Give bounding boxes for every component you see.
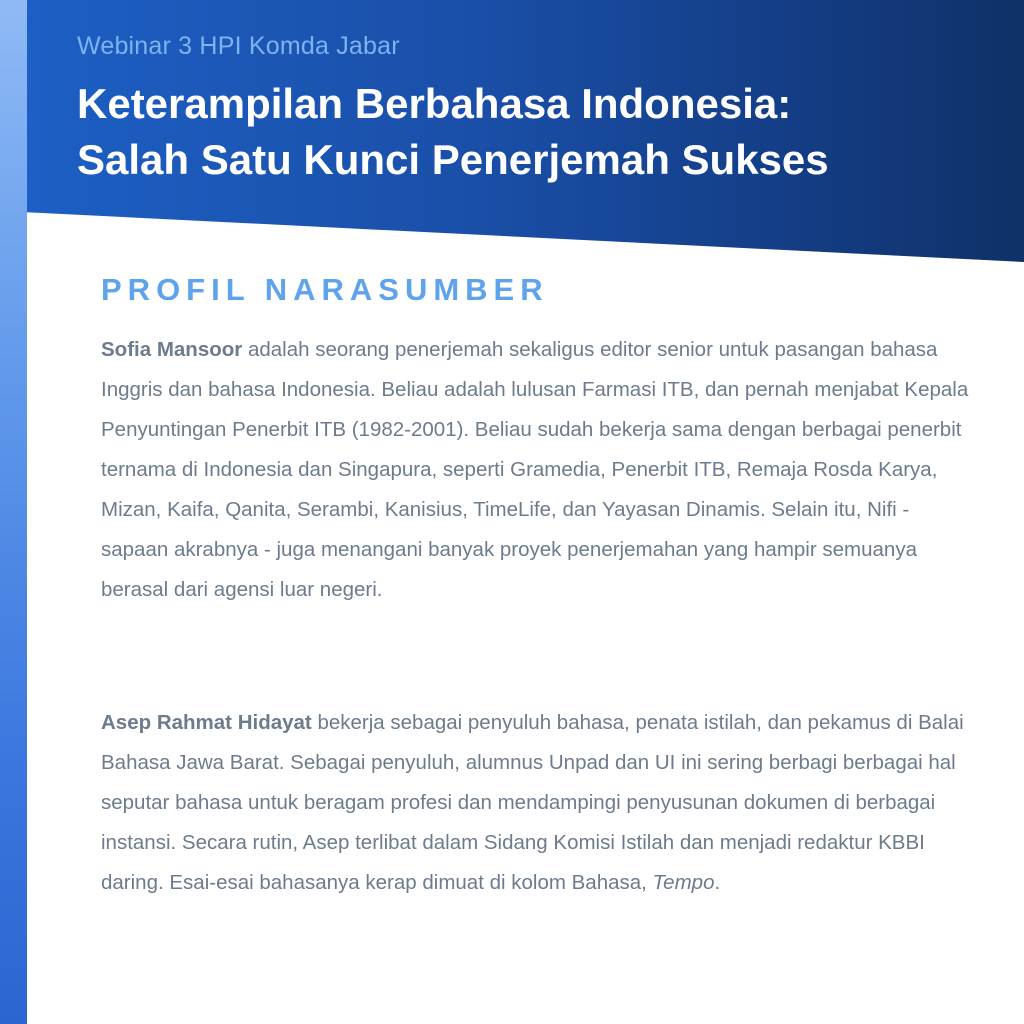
title-line-2: Salah Satu Kunci Penerjemah Sukses xyxy=(77,136,829,183)
speaker-bio-end: . xyxy=(714,871,721,894)
speaker-bio-text: bekerja sebagai penyuluh bahasa, penata istilah, dan pekamus di Balai Bahasa Jawa Barat. Sebagai penyuluh, alumnus Unpad dan UI ini sering berbagi berbagai hal seputar bahasa untuk beragam profesi dan mendampingi penyusunan dokumen di berbagai instansi. Secara rutin, Asep terlibat dalam Sidang Komisi Istilah dan menjadi redaktur KBBI daring. Esai-esai bahasanya kerap dimuat di kolom Bahasa, xyxy=(101,711,964,894)
speaker-bio-asep xyxy=(101,703,981,903)
section-heading: PROFIL NARASUMBER xyxy=(101,272,549,307)
speaker-bio-text: adalah seorang penerjemah sekaligus editor senior untuk pasangan bahasa Inggris dan bahasa Indonesia. Beliau adalah lulusan Farmasi ITB, dan pernah menjabat Kepala Penyuntingan Penerbit ITB (1982-2001). Beliau sudah bekerja sama dengan berbagai penerbit ternama di Indonesia dan Singapura, seperti Gramedia, Penerbit ITB, Remaja Rosda Karya, Mizan, Kaifa, Qanita, Serambi, Kanisius, TimeLife, dan Yayasan Dinamis. Selain itu, Nifi - sapaan akrabnya - juga menangani banyak proyek penerjemahan yang hampir semuanya berasal dari agensi luar negeri. xyxy=(101,338,969,601)
left-accent-bar xyxy=(0,0,27,1024)
title-line-1: Keterampilan Berbahasa Indonesia: xyxy=(77,80,792,127)
speaker-name: Asep Rahmat Hidayat xyxy=(101,711,312,734)
speaker-name: Sofia Mansoor xyxy=(101,338,243,361)
publication-name: Tempo xyxy=(652,871,715,894)
event-subtitle: Webinar 3 HPI Komda Jabar xyxy=(77,32,400,60)
speaker-bio-sofia xyxy=(101,330,981,610)
page-title xyxy=(77,76,1007,188)
